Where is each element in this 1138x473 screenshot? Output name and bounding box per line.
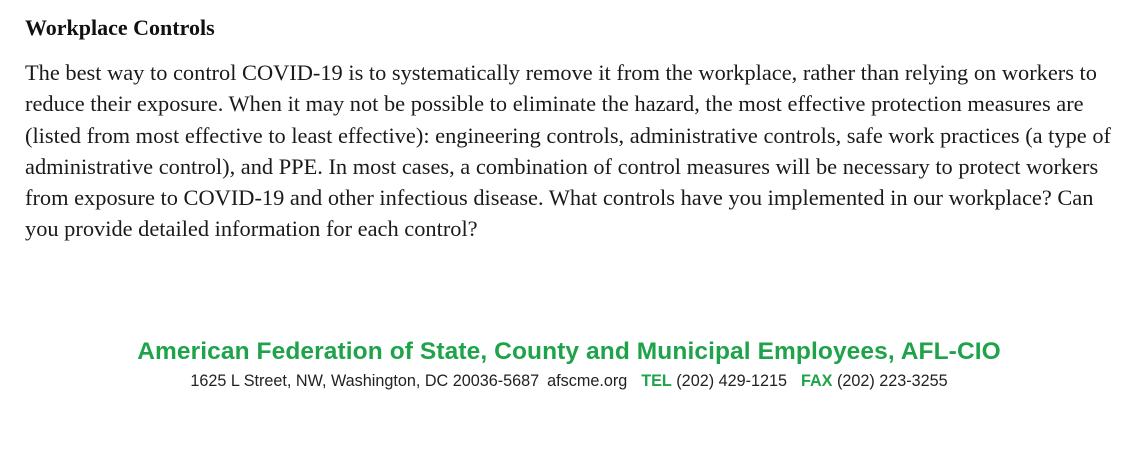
street-address: 1625 L Street, NW, Washington, DC 20036-5687	[190, 372, 540, 390]
letterhead-footer	[0, 336, 1138, 392]
tel-number: (202) 429-1215	[676, 372, 787, 390]
tel-label: TEL	[641, 372, 672, 390]
fax-number: (202) 223-3255	[836, 372, 948, 390]
body-paragraph: The best way to control COVID-19 is to systematically remove it from the workplace, rather than relying on workers to reduce their exposure. When it may not be possible to eliminate the hazard, the most effective protection measures are (listed from most effective to least effective): engineering controls, administrative controls, safe work practices (a type of administrative control), and PPE. In most cases, a combination of control measures will be necessary to protect workers from exposure to COVID-19 and other infectious disease. What controls have you implemented in our workplace? Can you provide detailed information for each control?	[25, 60, 1111, 242]
section-heading: Workplace Controls	[25, 15, 215, 40]
contact-line	[0, 370, 1138, 392]
organization-name: American Federation of State, County and Municipal Employees, AFL-CIO	[137, 338, 1001, 365]
website: afscme.org	[547, 372, 628, 390]
fax-label: FAX	[801, 372, 833, 390]
